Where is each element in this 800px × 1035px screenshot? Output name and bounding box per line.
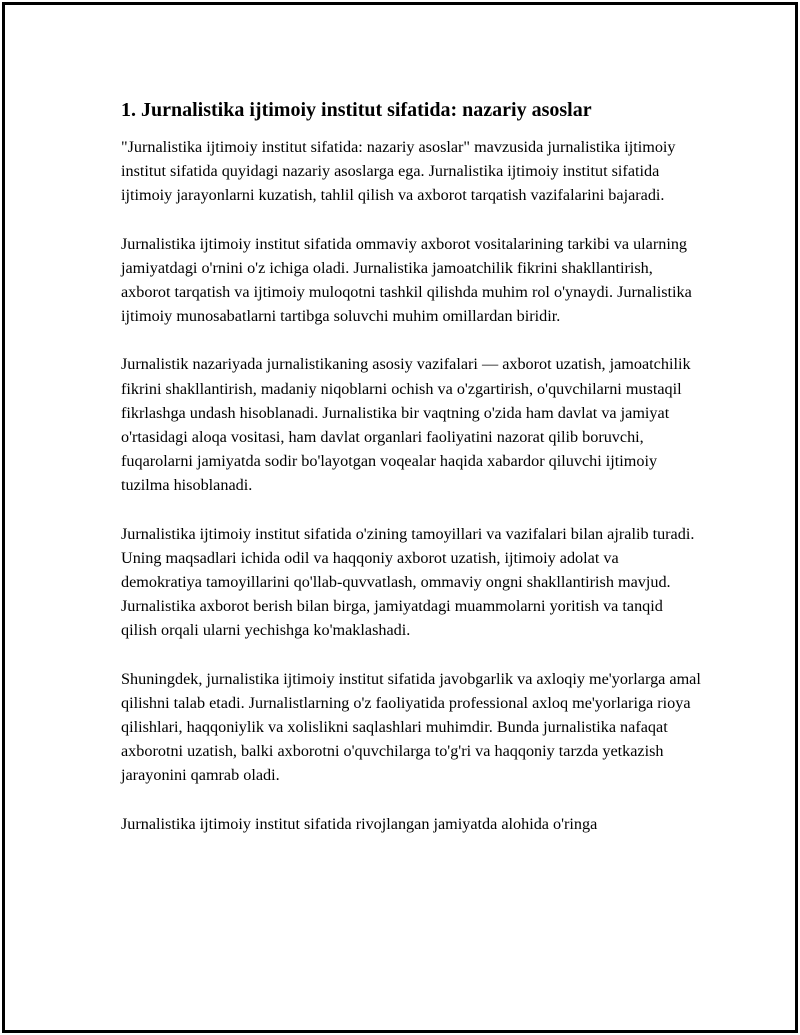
paragraph-6: Jurnalistika ijtimoiy institut sifatida rivojlangan jamiyatda alohida o'ringa	[121, 814, 598, 833]
page-frame	[2, 2, 798, 1033]
paragraph-4: Jurnalistika ijtimoiy institut sifatida o'zining tamoyillari va vazifalari bilan ajralib turadi. Uning maqsadlari ichida odil va haqqoniy axborot uzatish, ijtimoiy adolat va demokratiya tamoyillarini qo'llab-quvvatlash, ommaviy ongni shakllantirish mavjud. Jurnalistika axborot berish bilan birga, jamiyatdagi muammolarni yoritish va tanqid qilish orqali ularni yechishga ko'maklashadi.	[121, 524, 695, 640]
section-heading: 1. Jurnalistika ijtimoiy institut sifatida: nazariy asoslar	[121, 99, 592, 121]
paragraph-1: "Jurnalistika ijtimoiy institut sifatida: nazariy asoslar" mavzusida jurnalistika ijtimoiy institut sifatida quyidagi nazariy asoslarga ega. Jurnalistika ijtimoiy institut sifatida ijtimoiy jarayonlarni kuzatish, tahlil qilish va axborot tarqatish vazifalarini bajaradi.	[121, 138, 676, 205]
paragraph-2: Jurnalistika ijtimoiy institut sifatida ommaviy axborot vositalarining tarkibi va ularning jamiyatdagi o'rnini o'z ichiga oladi. Jurnalistika jamoatchilik fikrini shakllantirish, axborot tarqatish va ijtimoiy muloqotni tashkil qilishda muhim rol o'ynaydi. Jurnalistika ijtimoiy munosabatlarni tartibga soluvchi muhim omillardan biridir.	[121, 234, 692, 326]
document-body	[121, 97, 701, 860]
paragraph-5: Shuningdek, jurnalistika ijtimoiy institut sifatida javobgarlik va axloqiy me'yorlarga amal qilishni talab etadi. Jurnalistlarning o'z faoliyatida professional axloq me'yorlariga rioya qilishlari, haqqoniylik va xolislikni saqlashlari muhimdir. Bunda jurnalistika nafaqat axborotni uzatish, balki axborotni o'quvchilarga to'g'ri va haqqoniy tarzda yetkazish jarayonini qamrab oladi.	[121, 669, 701, 785]
paragraph-3: Jurnalistik nazariyada jurnalistikaning asosiy vazifalari — axborot uzatish, jamoatchilik fikrini shakllantirish, madaniy niqoblarni ochish va o'zgartirish, o'quvchilarni mustaqil fikrlashga undash hisoblanadi. Jurnalistika bir vaqtning o'zida ham davlat va jamiyat o'rtasidagi aloqa vositasi, ham davlat organlari faoliyatini nazorat qilib boruvchi, fuqarolarni jamiyatda sodir bo'layotgan voqealar haqida xabardor qiluvchi ijtimoiy tuzilma hisoblanadi.	[121, 355, 691, 495]
